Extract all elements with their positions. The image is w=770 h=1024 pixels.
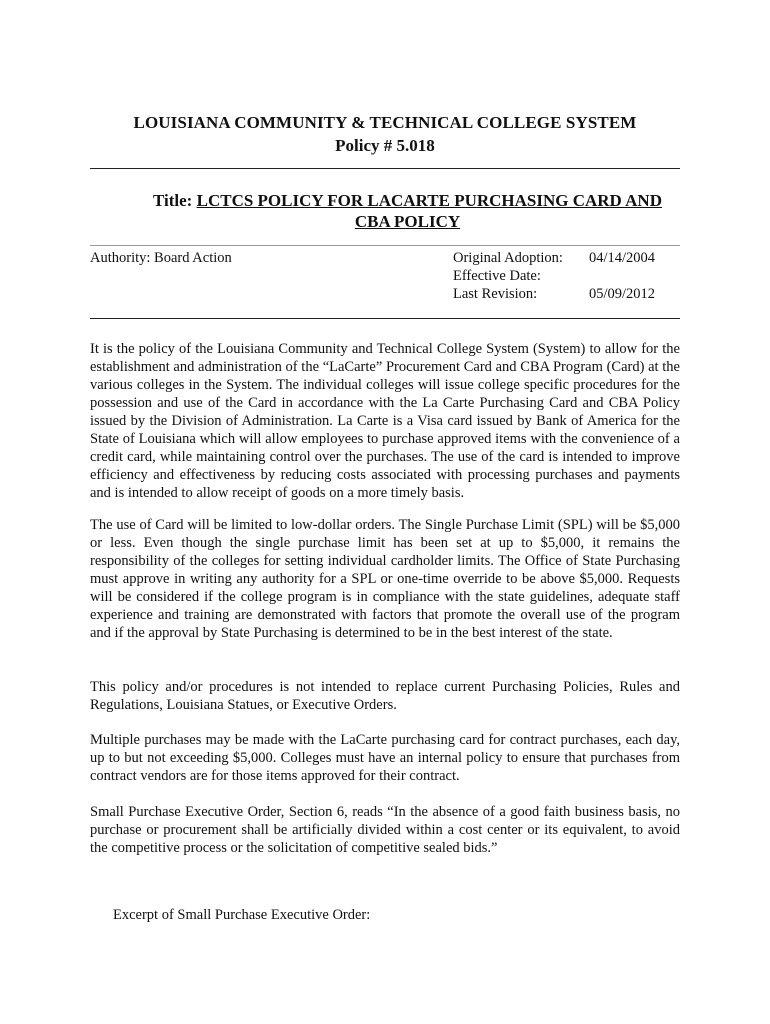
policy-number: Policy # 5.018	[335, 136, 435, 155]
policy-title	[140, 190, 675, 232]
policy-paragraph-5: Small Purchase Executive Order, Section 6, reads “In the absence of a good faith business basis, no purchase or procurement shall be artificially divided within a cost center or its equivalent, to avoid the competitive process or the solicitation of competitive sealed bids.”	[90, 804, 680, 856]
meta-divider	[90, 318, 680, 319]
policy-paragraph-2: The use of Card will be limited to low-dollar orders. The Single Purchase Limit (SPL) will be $5,000 or less. Even though the single purchase limit has been set at up to $5,000, it remains the responsibility of the colleges for setting individual cardholder limits. The Office of State Purchasing must approve in writing any authority for a SPL or one-time override to be above $5,000. Requests will be considered if the college program is in compliance with the state guidelines, adequate staff experience and training are demonstrated with factors that promote the overall use of the program and if the approval by State Purchasing is determined to be in the best interest of the state.	[90, 517, 680, 641]
original-adoption-value: 04/14/2004	[589, 250, 656, 266]
policy-paragraph-4: Multiple purchases may be made with the LaCarte purchasing card for contract purchases, each day, up to but not exceeding $5,000. Colleges must have an internal policy to ensure that purchases from contract vendors are for those items approved for their contract.	[90, 732, 680, 784]
organization-heading: LOUISIANA COMMUNITY & TECHNICAL COLLEGE SYSTEM	[133, 113, 637, 132]
title-prefix: Title:	[153, 191, 197, 210]
original-adoption-label: Original Adoption:	[453, 250, 563, 266]
policy-paragraph-1: It is the policy of the Louisiana Community and Technical College System (System) to allow for the establishment and administration of the “LaCarte” Procurement Card and CBA Program (Card) at the various colleges in the System. The individual colleges will issue college specific procedures for the possession and use of the Card in accordance with the La Carte Purchasing Card and CBA Policy issued by the Division of Administration. La Carte is a Visa card issued by Bank of America for the State of Louisiana which will allow employees to purchase approved items with the convenience of a credit card, while maintaining control over the purchases. The use of the card is intended to improve efficiency and effectiveness by reducing costs associated with processing purchases and payments and is intended to allow receipt of goods on a more timely basis.	[90, 341, 680, 501]
authority-line: Authority: Board Action	[90, 250, 232, 266]
title-text: LCTCS POLICY FOR LACARTE PURCHASING CARD AND CBA POLICY	[196, 191, 662, 231]
last-revision-label: Last Revision:	[453, 286, 538, 302]
header-divider	[90, 168, 680, 169]
excerpt-heading: Excerpt of Small Purchase Executive Order:	[113, 907, 371, 923]
policy-paragraph-3: This policy and/or procedures is not intended to replace current Purchasing Policies, Rules and Regulations, Louisiana Statues, or Executive Orders.	[90, 679, 680, 713]
effective-date-label: Effective Date:	[453, 268, 541, 284]
last-revision-value: 05/09/2012	[589, 286, 656, 302]
title-divider	[90, 245, 680, 246]
